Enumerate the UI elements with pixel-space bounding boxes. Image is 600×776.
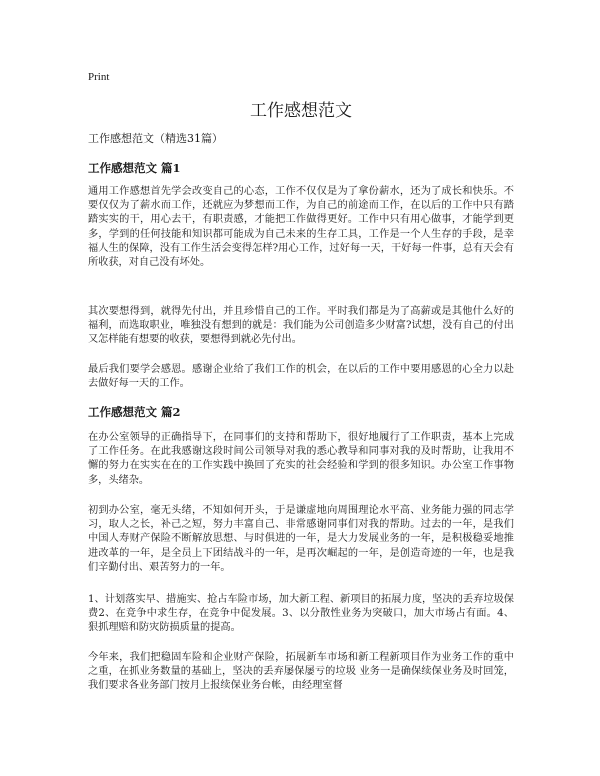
section-1-paragraph-1: 通用工作感想首先学会改变自己的心态，工作不仅仅是为了拿份薪水，还为了成长和快乐。不要仅仅为了薪水而工作，还就应为梦想而工作，为自己的前途而工作，在以后的工作中只有踏踏实实的干，用心去干，有职责感，才能把工作做得更好。工作中只有用心做事，才能学到更多，学到的任何技能和知识都可能成为自己未来的生存工具，工作是一个人生存的手段，是幸福人生的保障，没有工作生活会变得怎样?用心工作，过好每一天，干好每一件事，总有天会有所收获，对自己没有坏处。 [88,186,514,269]
document-title: 工作感想范文 [250,101,352,121]
section-1-paragraph-2: 其次要想得到，就得先付出，并且珍惜自己的工作。平时我们都是为了高薪或是其他什么好的福利，而选取职业，唯独没有想到的就是：我们能为公司创造多少财富?试想，没有自己的付出又怎样能有想要的收获，要想得到就必先付出。 [88,306,514,346]
section-2-paragraph-2: 初到办公室，毫无头绪，不知如何开头，于是谦虚地向周围理论水平高、业务能力强的同志学习，取人之长，补己之短，努力丰富自己、非常感谢同事们对我的帮助。过去的一年，是我们中国人寿财产保险不断解放思想、与时俱进的一年，是大力发展业务的一年，是积极稳妥地推进改革的一年，是全员上下团结战斗的一年，是再次崛起的一年，是创造奇迹的一年，也是我们辛勤付出、艰苦努力的一年。 [88,505,514,573]
section-heading-1: 工作感想范文 篇1 [88,161,181,175]
section-2-paragraph-4: 今年来，我们把稳固车险和企业财产保险，拓展新车市场和新工程新项目作为业务工作的重中之重，在抓业务数量的基础上，坚决的丢弃屡保屡亏的垃圾 业务一是确保续保业务及时回笼，我们要求各业务部门按月上报续保业务台帐，由经理室督 [88,652,514,692]
section-2-paragraph-1: 在办公室领导的正确指导下，在同事们的支持和帮助下，很好地履行了工作职责，基本上完成了工作任务。在此我感谢这段时间公司领导对我的悉心教导和同事对我的及时帮助，让我用不懈的努力在实实在在的工作实践中换回了充实的社会经验和学到的很多知识。办公室工作事物多，头绪杂。 [88,432,514,486]
section-heading-2: 工作感想范文 篇2 [88,405,181,419]
section-1-paragraph-3: 最后我们要学会感恩。感谢企业给了我们工作的机会，在以后的工作中要用感恩的心全力以赴去做好每一天的工作。 [88,364,514,390]
print-label: Print [88,71,110,83]
document-subtitle: 工作感想范文（精选31篇） [88,132,223,145]
document-page [88,0,514,776]
section-2-paragraph-3: 1、计划落实早、措施实、抢占车险市场，加大新工程、新项目的拓展力度，坚决的丢弃垃圾保费2、在竞争中求生存，在竞争中促发展。3、以分散性业务为突破口，加大市场占有面。4、狠抓理赔和防灾防损质量的提高。 [88,594,514,634]
